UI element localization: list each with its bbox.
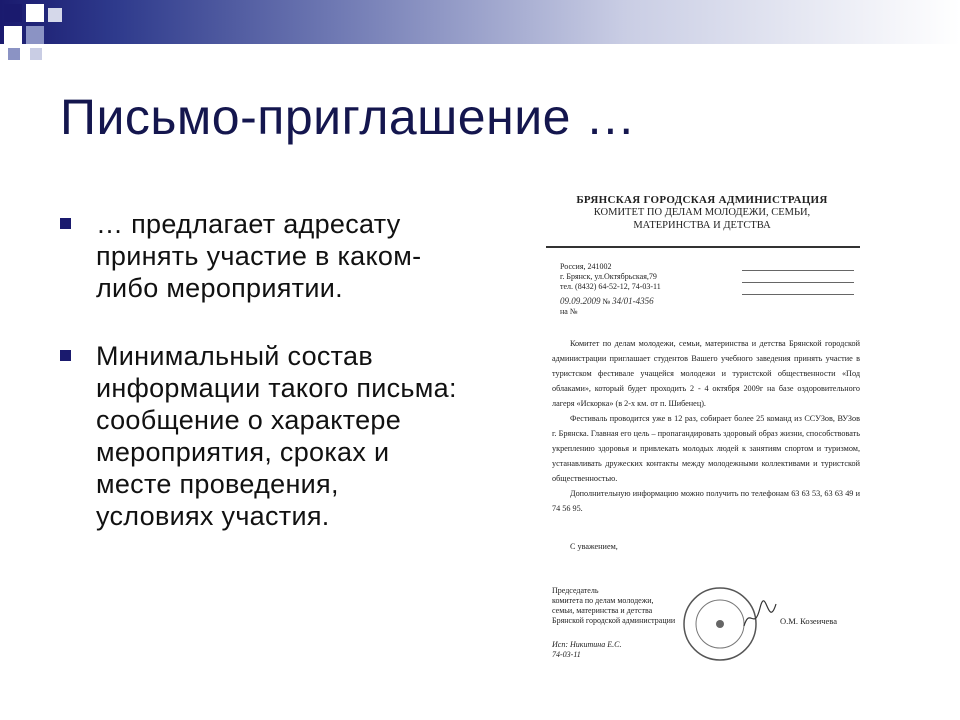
signer-line: Председатель <box>552 586 599 595</box>
decor-square <box>30 48 42 60</box>
letter-greeting: С уважением, <box>570 542 618 551</box>
letter-committee: МАТЕРИНСТВА И ДЕТСТВА <box>633 220 771 231</box>
letter-paragraph: Комитет по делам молодежи, семьи, материнства и детства Брянской городской администрации приглашает студентов Вашего учебного заведения принять участие в туристском фестивале учащейся молодежи и туристской общественности «Под облаками», который будет проходить 2 - 4 октября 2009г на базе оздоровительного лагеря «Искорка» (в 2-х км. от п. Шибенец). <box>552 339 860 408</box>
ref-no-label: № <box>602 297 611 306</box>
bullet-square-icon <box>60 350 71 361</box>
signer-line: Брянской городской администрации <box>552 616 676 625</box>
address-line: тел. (8432) 64-52-12, 74-03-11 <box>560 282 661 291</box>
executor-line: Исп: Никитина Е.С. <box>552 640 622 649</box>
letter-ref <box>560 296 654 317</box>
ref-number: 34/01-4356 <box>612 296 654 306</box>
letter-org: БРЯНСКАЯ ГОРОДСКАЯ АДМИНИСТРАЦИЯ <box>576 194 828 206</box>
decor-square <box>26 4 44 22</box>
letter-executor <box>552 640 621 660</box>
letter-signer <box>552 586 675 626</box>
bullet-item <box>60 340 460 532</box>
scanned-letter <box>512 186 868 672</box>
signer-line: комитета по делам молодежи, <box>552 596 654 605</box>
letter-committee: КОМИТЕТ ПО ДЕЛАМ МОЛОДЕЖИ, СЕМЬИ, <box>593 207 811 218</box>
bullet-square-icon <box>60 218 71 229</box>
address-line: г. Брянск, ул.Октябрьская,79 <box>560 272 657 281</box>
bullet-item <box>60 208 460 304</box>
slide-title: Письмо-приглашение … <box>60 89 636 145</box>
recipient-lines <box>742 270 854 306</box>
address-line: Россия, 241002 <box>560 262 612 271</box>
header-band-gap <box>0 44 960 48</box>
bullet-text: Минимальный состав информации такого письма: сообщение о характере мероприятия, сроках и месте проведения, условиях участия. <box>96 341 457 531</box>
executor-line: 74-03-11 <box>552 650 581 659</box>
ref-date: 09.09.2009 <box>560 296 601 306</box>
decor-square <box>26 26 44 44</box>
decor-square <box>4 4 22 22</box>
signer-line: семьи, материнства и детства <box>552 606 653 615</box>
header-band <box>0 0 960 44</box>
letter-body <box>552 336 860 516</box>
bullet-list <box>60 208 460 568</box>
decor-square <box>4 26 22 44</box>
letter-address <box>560 262 661 292</box>
bullet-text: … предлагает адресату принять участие в каком-либо мероприятии. <box>96 209 422 303</box>
letter-paragraph: Дополнительную информацию можно получить по телефонам 63 63 53, 63 63 49 и 74 56 95. <box>552 489 860 513</box>
signer-name: О.М. Козеичева <box>780 616 837 626</box>
letter-header <box>552 194 852 232</box>
signature-icon <box>740 596 780 636</box>
letter-paragraph: Фестиваль проводится уже в 12 раз, собирает более 25 команд из ССУЗов, ВУЗов г. Брянска. Главная его цель – пропагандировать здоровый образ жизни, способствовать укреплению здоровья и привлекать молодых людей к занятиям спортом и туризмом, устанавливать дружеских контакты между молодежными коллективами и туристской общественностью. <box>552 414 860 483</box>
ref-on-label: на № <box>560 307 578 316</box>
decor-square <box>48 8 62 22</box>
decor-square <box>8 48 20 60</box>
letter-divider <box>546 246 860 248</box>
